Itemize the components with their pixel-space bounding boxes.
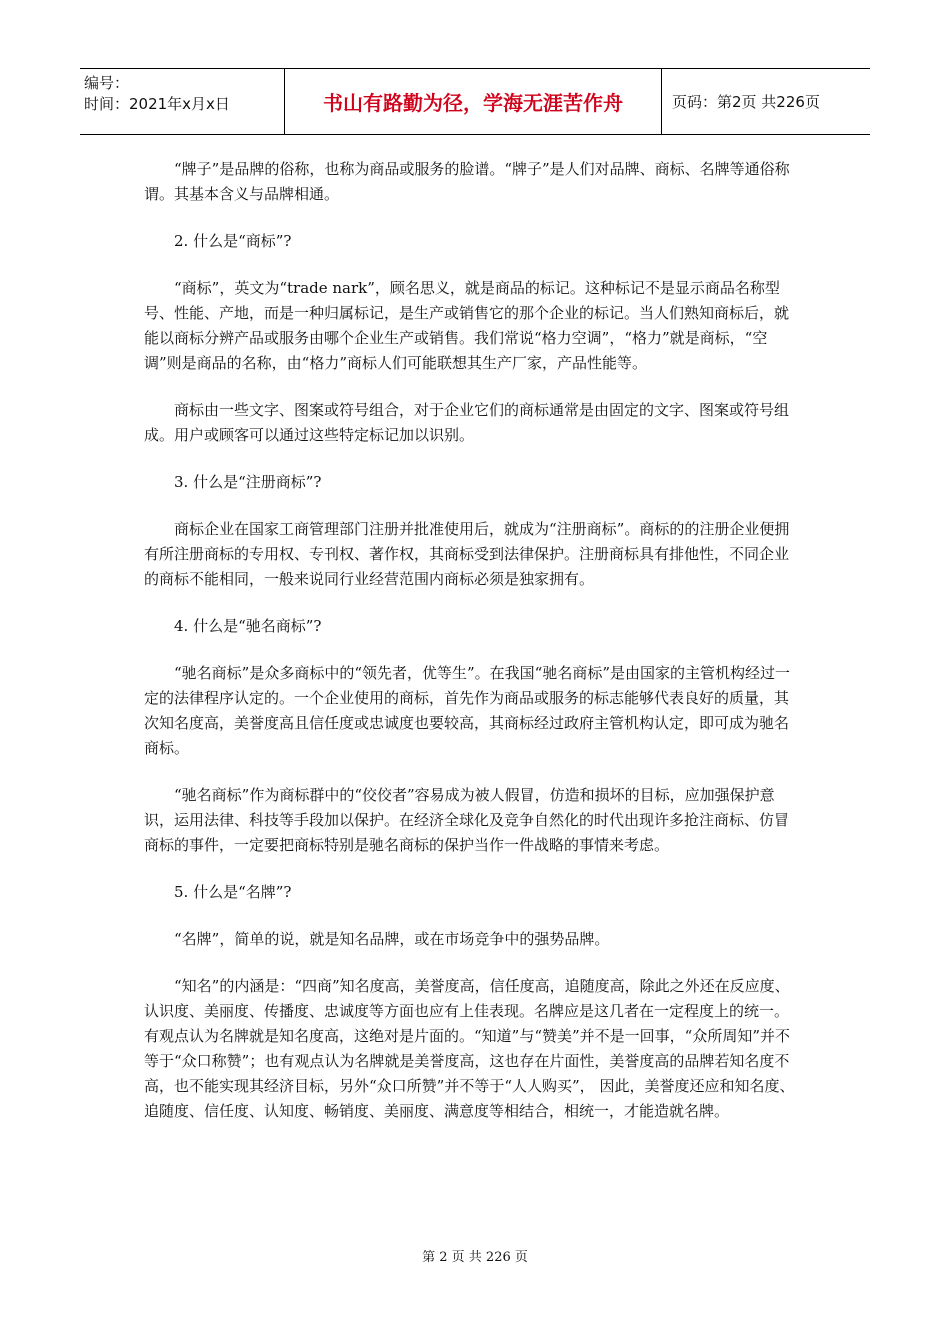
paragraph: “名牌”，简单的说，就是知名品牌，或在市场竞争中的强势品牌。 bbox=[174, 930, 610, 948]
section-heading: 3. 什么是“注册商标”? bbox=[174, 473, 322, 491]
page-header bbox=[80, 68, 870, 135]
time-label: 时间：2021年x月x日 bbox=[84, 95, 230, 113]
header-meta bbox=[80, 69, 285, 134]
paragraph: “商标”，英文为“trade nark”，顾名思义，就是商品的标记。这种标记不是显示商品名称型号、性能、产地，而是一种归属标记，是生产或销售它的那个企业的标记。当人们熟知商标后，就能以商标分辨产品或服务由哪个企业生产或销售。我们常说“格力空调”，“格力”就是商标，“空调”则是商品的名称，由“格力”商标人们可能联想其生产厂家，产品性能等。 bbox=[144, 279, 790, 372]
paragraph: 商标由一些文字、图案或符号组合，对于企业它们的商标通常是由固定的文字、图案或符号组成。用户或顾客可以通过这些特定标记加以识别。 bbox=[144, 401, 790, 444]
page-footer: 第 2 页 共 226 页 bbox=[422, 1250, 528, 1265]
paragraph: “牌子”是品牌的俗称，也称为商品或服务的脸谱。“牌子”是人们对品牌、商标、名牌等通俗称谓。其基本含义与品牌相通。 bbox=[144, 160, 790, 203]
paragraph: “驰名商标”是众多商标中的“领先者，优等生”。在我国“驰名商标”是由国家的主管机构经过一定的法律程序认定的。一个企业使用的商标，首先作为商品或服务的标志能够代表良好的质量，其次知名度高，美誉度高且信任度或忠诚度也要较高，其商标经过政府主管机构认定，即可成为驰名商标。 bbox=[144, 664, 791, 757]
document-body bbox=[144, 157, 800, 1146]
paragraph: 商标企业在国家工商管理部门注册并批准使用后，就成为“注册商标”。商标的的注册企业便拥有所注册商标的专用权、专刊权、著作权，其商标受到法律保护。注册商标具有排他性，不同企业的商标不能相同，一般来说同行业经营范围内商标必须是独家拥有。 bbox=[144, 520, 790, 588]
section-heading: 4. 什么是“驰名商标”? bbox=[174, 617, 322, 635]
header-motto: 书山有路勤为径，学海无涯苦作舟 bbox=[285, 69, 662, 134]
paragraph: “知名”的内涵是：“四商”知名度高，美誉度高，信任度高，追随度高，除此之外还在反应度、认识度、美丽度、传播度、忠诚度等方面也应有上佳表现。名牌应是这几者在一定程度上的统一。有观点认为名牌就是知名度高，这绝对是片面的。“知道”与“赞美”并不是一回事，“众所周知”并不等于“众口称赞”；也有观点认为名牌就是美誉度高，这也存在片面性，美誉度高的品牌若知名度不高，也不能实现其经济目标，另外“众口所赞”并不等于“人人购买”， 因此，美誉度还应和知名度、追随度、信任度、认知度、畅销度、美丽度、满意度等相结合，相统一，才能造就名牌。 bbox=[144, 977, 795, 1120]
section-heading: 2. 什么是“商标”? bbox=[174, 232, 292, 250]
paragraph: “驰名商标”作为商标群中的“佼佼者”容易成为被人假冒，仿造和损坏的目标，应加强保护意识，运用法律、科技等手段加以保护。在经济全球化及竞争自然化的时代出现许多抢注商标、仿冒商标的事件，一定要把商标特别是驰名商标的保护当作一件战略的事情来考虑。 bbox=[144, 786, 790, 854]
number-label: 编号： bbox=[84, 74, 130, 92]
section-heading: 5. 什么是“名牌”? bbox=[174, 883, 292, 901]
header-page-info: 页码：第2页 共226页 bbox=[672, 93, 820, 111]
